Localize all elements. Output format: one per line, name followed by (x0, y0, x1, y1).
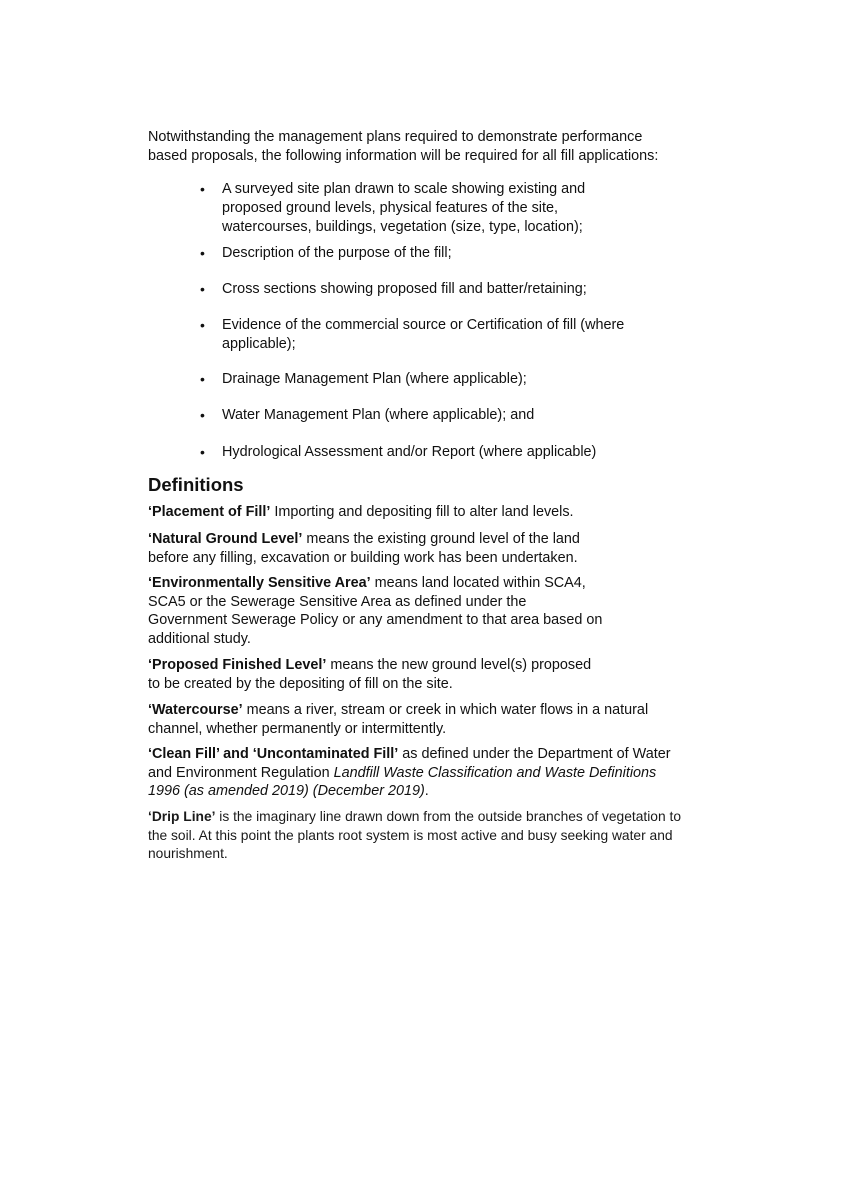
intro-line-2: based proposals, the following information will be required for all fill applications: (148, 148, 659, 164)
definition-text: Importing and depositing fill to alter land levels. (270, 504, 574, 520)
definition-proposed-finished-level (148, 656, 748, 693)
definition-watercourse (148, 701, 748, 738)
definition-natural-ground-level (148, 530, 748, 567)
bullet-icon: • (200, 181, 205, 197)
regulation-title: Landfill Waste Classification and Waste Definitions (333, 764, 657, 781)
list-item-line: A surveyed site plan drawn to scale showing existing and (222, 181, 586, 197)
bullet-icon: • (200, 245, 205, 261)
definition-drip-line (148, 808, 748, 864)
list-item-line: Cross sections showing proposed fill and batter/retaining; (222, 281, 587, 297)
definition-clean-fill (148, 745, 748, 801)
intro-line-1: Notwithstanding the management plans required to demonstrate performance (148, 129, 643, 145)
definition-term: ‘Proposed Finished Level’ (148, 657, 327, 673)
list-item-line: proposed ground levels, physical features of the site, (222, 200, 558, 216)
list-item-line: Drainage Management Plan (where applicable); (222, 371, 527, 387)
definition-text: as defined under the Department of Water (398, 746, 671, 762)
list-item-line: Description of the purpose of the fill; (222, 245, 452, 261)
definition-text: is the imaginary line drawn down from the outside branches of vegetation to (215, 809, 681, 824)
definition-text: and Environment Regulation (148, 764, 334, 781)
definition-term: ‘Placement of Fill’ (148, 504, 271, 520)
list-item-line: watercourses, buildings, vegetation (size, type, location); (222, 219, 583, 235)
intro-paragraph (148, 128, 768, 166)
definition-text: means the new ground level(s) proposed (326, 657, 592, 673)
definition-placement-of-fill (148, 503, 748, 522)
definition-text: channel, whether permanently or intermittently. (148, 720, 447, 737)
bullet-icon: • (200, 317, 205, 333)
definition-text: means the existing ground level of the land (302, 531, 580, 547)
definition-text: means land located within SCA4, (370, 575, 586, 591)
definition-environmentally-sensitive-area (148, 574, 748, 648)
definition-term: ‘Drip Line’ (148, 809, 216, 824)
definition-term: ‘Environmentally Sensitive Area’ (148, 575, 371, 591)
bullet-icon: • (200, 281, 205, 297)
definition-text: additional study. (148, 630, 251, 647)
list-item-line: Hydrological Assessment and/or Report (where applicable) (222, 444, 597, 460)
definition-term: ‘Clean Fill’ and ‘Uncontaminated Fill’ (148, 746, 399, 762)
list-item-line: applicable); (222, 336, 296, 352)
definition-text: before any filling, excavation or building work has been undertaken. (148, 549, 578, 566)
list-item-line: Water Management Plan (where applicable); and (222, 407, 535, 423)
definition-text: means a river, stream or creek in which water flows in a natural (242, 702, 649, 718)
regulation-title: 1996 (as amended 2019) (December 2019) (148, 783, 425, 799)
definition-text: nourishment. (148, 846, 228, 861)
bullet-icon: • (200, 407, 205, 423)
definition-text: Government Sewerage Policy or any amendment to that area based on (148, 612, 603, 628)
bullet-icon: • (200, 371, 205, 387)
definition-text: . (424, 783, 429, 799)
definition-term: ‘Watercourse’ (148, 702, 243, 718)
bullet-icon: • (200, 444, 205, 460)
definition-term: ‘Natural Ground Level’ (148, 531, 303, 547)
definition-text: the soil. At this point the plants root system is most active and busy seeking water and (148, 827, 673, 843)
list-item-line: Evidence of the commercial source or Certification of fill (where (222, 317, 625, 333)
definition-text: SCA5 or the Sewerage Sensitive Area as defined under the (148, 593, 527, 610)
definitions-heading: Definitions (148, 474, 244, 495)
definition-text: to be created by the depositing of fill on the site. (148, 675, 453, 692)
